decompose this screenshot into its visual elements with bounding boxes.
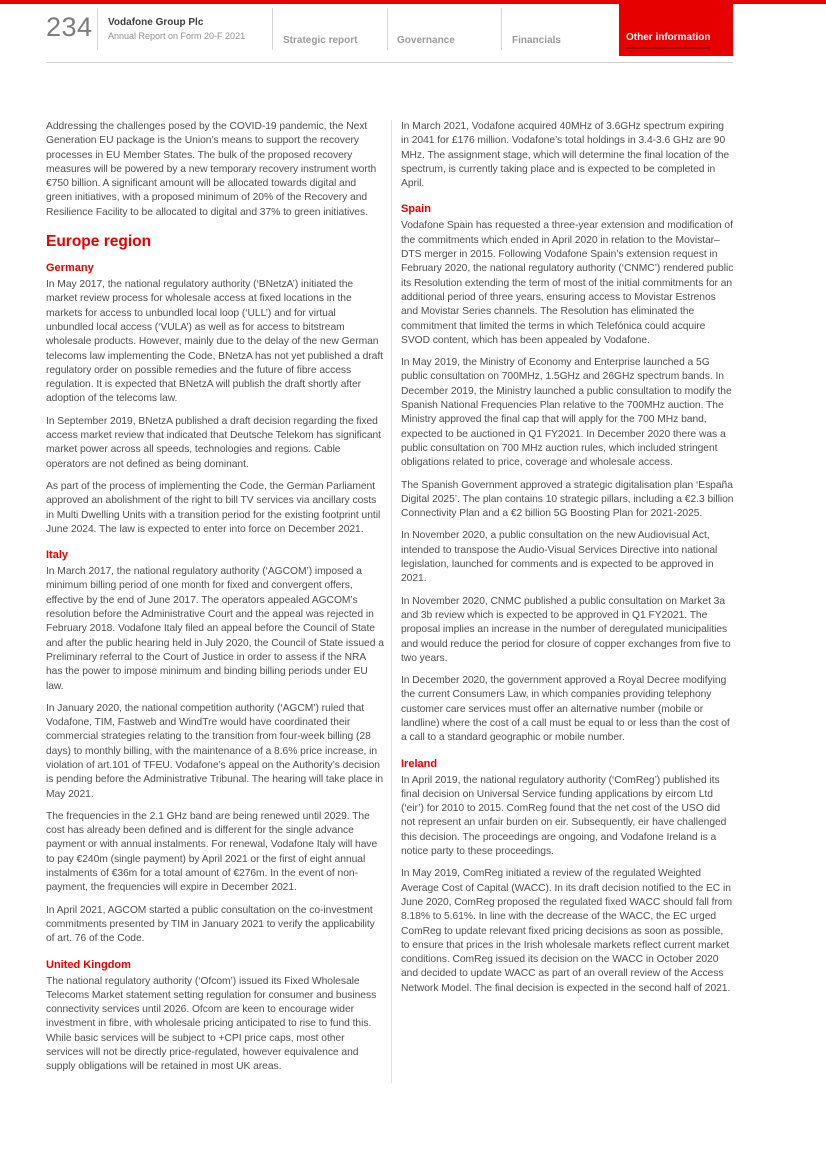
paragraph: The national regulatory authority (‘Ofcom’) issued its Fixed Wholesale Telecoms Market statement setting regulation for consumer and business connectivity services until 2026. Ofcom are keen to encourage wider investment in fibre, with wholesale pricing anticipated to rise to fund this. While basic services will be subject to +CPI price caps, most other services will not be directly price-regulated, however equivalence and supply obligations will be retained in most UK areas. xyxy=(46,975,377,1073)
paragraph: In April 2021, AGCOM started a public consultation on the co-investment commitments presented by TIM in January 2021 to verify the applicability of art. 76 of the Code. xyxy=(46,904,375,945)
company-block xyxy=(108,17,245,41)
heading-united-kingdom: United Kingdom xyxy=(46,958,131,971)
paragraph: The Spanish Government approved a strategic digitalisation plan ‘España Digital 2025’. The plan contains 10 strategic pillars, including a €2.3 billion Connectivity Plan and a €2 billion 5G Boosting Plan for 2021-2025. xyxy=(401,479,734,520)
active-tab-label: Other information xyxy=(626,32,710,49)
right-column xyxy=(401,120,734,1083)
paragraph: In December 2020, the government approved a Royal Decree modifying the current Consumers Law, in which companies providing telephony customer care services must offer an alternative number (mobile or landline) where the cost of a call must be equal to or less than the cost of a call to a standard geographic or mobile number. xyxy=(401,675,730,744)
heading-germany: Germany xyxy=(46,262,94,275)
company-name: Vodafone Group Plc xyxy=(108,17,204,28)
paragraph: In November 2020, CNMC published a public consultation on Market 3a and 3b review which is expected to be approved in Q1 FY2021. The proposal implies an increase in the number of deregulated municipalities and would reduce the period for closure of copper exchanges from five to two years. xyxy=(401,595,731,664)
paragraph: The frequencies in the 2.1 GHz band are being renewed until 2029. The cost has already been defined and is different for the single advance payment or with annual instalments. For renewal, Vodafone Italy will have to pay €240m (single payment) by April 2021 or the first of eight annual instalments of €36m for a total amount of €276m. In the event of non-payment, the frequencies will expire in December 2021. xyxy=(46,810,378,894)
tab-other-information[interactable] xyxy=(619,0,733,56)
paragraph: In May 2019, ComReg initiated a review of the regulated Weighted Average Cost of Capital (WACC). In its draft decision notified to the EC in June 2020, ComReg proposed the regulated fixed WACC should fall from 8.18% to 5.61%. In line with the decrease of the WACC, the EC urged ComReg to update relevant fixed pricing decisions as soon as possible, to ensure that prices in the Irish wholesale markets reflect current market conditions. ComReg issued its decision on the WACC in October 2020 and decided to update WACC as part of an overall review of the Access Network Model. The final decision is expected in the second half of 2021. xyxy=(401,868,733,994)
tab-strategic-report[interactable]: Strategic report xyxy=(283,35,358,46)
paragraph: As part of the process of implementing the Code, the German Parliament approved an abolishment of the right to bill TV services via ancillary costs in Multi Dwelling Units with a transition period for the existing footprint until June 2024. The law is expected to enter into force on December 2021. xyxy=(46,480,381,535)
paragraph: In January 2020, the national competition authority (‘AGCM’) ruled that Vodafone, TIM, Fastweb and WindTre would have coordinated their commercial strategies relating to the transition from four-week billing (28 days) to monthly billing, with the maintenance of a 8.6% price increase, in violation of art.101 of TFEU. Vodafone’s appeal on the Authority’s decision is pending before the Administrative Tribunal. The hearing will take place in May 2021. xyxy=(46,702,384,800)
page-number: 234 xyxy=(46,12,93,42)
paragraph: Addressing the challenges posed by the COVID-19 pandemic, the Next Generation EU package is the Union’s means to support the recovery processes in EU Member States. The bulk of the proposed recovery measures will be powered by a new temporary recovery instrument worth €750 billion. A significant amount will be allocated towards digital and green initiatives, with a proposed minimum of 20% of the Recovery and Resilience Facility to be allocated to digital and 37% to green initiatives. xyxy=(46,121,377,218)
heading-europe-region: Europe region xyxy=(46,233,152,251)
header-divider xyxy=(272,8,273,50)
paragraph: In September 2019, BNetzA published a draft decision regarding the fixed access market review that indicated that Deutsche Telekom has significant market power across all speeds, technologies and regions. Cable operators are not defined as being dominant. xyxy=(46,415,381,470)
tab-governance[interactable]: Governance xyxy=(397,35,455,46)
header-divider xyxy=(97,8,98,50)
paragraph: In May 2019, the Ministry of Economy and Enterprise launched a 5G public consultation on 700MHz, 1.5GHz and 26GHz spectrum bands. In December 2019, the Ministry launched a public consultation to modify the Spanish National Frequencies Plan relative to the 700MHz auction. The Ministry approved the final cap that will apply for the 700 MHz band, expected to be auctioned in Q1 FY2021. In December 2020 there was a public consultation on 700 MHz auction rules, which included stringent obligations related to price, coverage and wholesale access. xyxy=(401,357,732,469)
paragraph: In November 2020, a public consultation on the new Audiovisual Act, intended to transpose the Audio-Visual Services Directive into national legislation, launched for comments and is expected to be approved in 2021. xyxy=(401,530,718,585)
paragraph: In May 2017, the national regulatory authority (‘BNetzA’) initiated the market review process for wholesale access at fixed locations in the markets for access to unbundled local loop (‘ULL’) and for virtual unbundled local access (‘VULA’) as well as for access to bitstream wholesale products. However, mainly due to the delay of the new German telecoms law implementing the Code, BNetzA has not yet published a draft regulatory order on possible remedies and the future of fibre access regulation. It is expected that BNetzA will publish the draft shortly after adoption of the telecoms law. xyxy=(46,279,383,405)
column-divider xyxy=(391,120,392,1083)
tab-financials[interactable]: Financials xyxy=(512,35,561,46)
heading-italy: Italy xyxy=(46,549,69,562)
header-divider xyxy=(387,8,388,50)
paragraph: In March 2017, the national regulatory authority (‘AGCOM’) imposed a minimum billing period of one month for fixed and convergent offers, effective by the end of June 2017. The operators appealed AGCOM’s resolution before the Administrative Court and the appeal was rejected in February 2018. Vodafone Italy filed an appeal before the Council of State and after the public hearing held in July 2020, the Council of State issued a Preliminary referral to the Court of Justice in order to assess if the NRA has the power to impose minimum and binding billing periods under EU law. xyxy=(46,566,384,692)
left-column xyxy=(46,120,384,1083)
heading-spain: Spain xyxy=(401,203,431,216)
page-header xyxy=(0,0,826,62)
heading-ireland: Ireland xyxy=(401,757,438,770)
report-title: Annual Report on Form 20-F 2021 xyxy=(108,31,246,41)
header-divider xyxy=(501,8,502,50)
paragraph: Vodafone Spain has requested a three-year extension and modification of the commitments which ended in April 2020 in relation to the Movistar–DTS merger in 2015. Following Vodafone Spain’s extension request in February 2020, the national regulatory authority (‘CNMC’) rendered public its Resolution extending the term of most of the initial commitments for an additional period of three years, ensuring access to Movistar Estrenos and Movistar Series channels. The Resolution has eliminated the commitment that limited the terms in which Telefónica could acquire SVOD content, which has been appealed by Vodafone. xyxy=(401,220,734,346)
paragraph: In April 2019, the national regulatory authority (‘ComReg’) published its final decision on Universal Service funding applications by eircom Ltd (‘eir’) for 2010 to 2015. ComReg found that the net cost of the USO did not represent an unfair burden on eir. Subsequently, eir have challenged this decision. The proceedings are ongoing, and Vodafone Ireland is a notice party to these proceedings. xyxy=(401,774,727,858)
paragraph: In March 2021, Vodafone acquired 40MHz of 3.6GHz spectrum expiring in 2041 for £176 million. Vodafone’s total holdings in 3.4-3.6 GHz are 90 MHz. The assignment stage, which will determine the final location of the spectrum, is currently taking place and is expected to be completed in April. xyxy=(401,121,730,190)
content-area xyxy=(0,63,826,1083)
